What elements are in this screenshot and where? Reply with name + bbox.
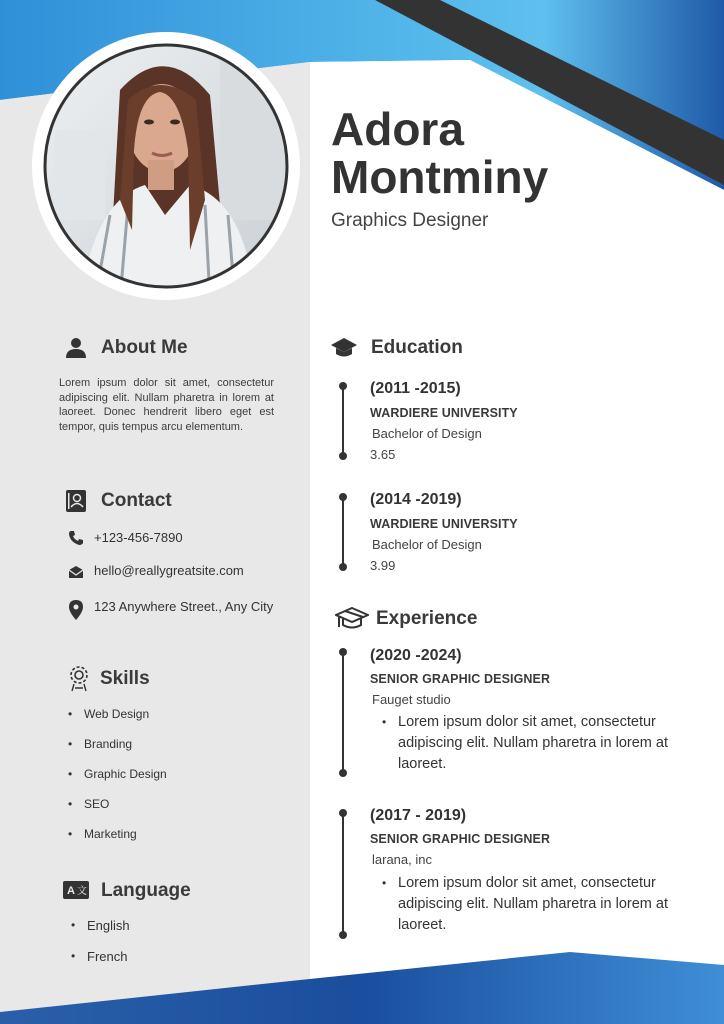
list-item: • Graphic Design <box>84 767 167 781</box>
svg-text:文: 文 <box>77 886 87 897</box>
skills-title: Skills <box>100 668 150 689</box>
address-text: 123 Anywhere Street., Any City <box>94 599 274 614</box>
timeline-dot <box>339 452 347 460</box>
timeline-dot <box>339 563 347 571</box>
edu-years: (2011 -2015) <box>370 380 461 397</box>
list-item: • English <box>87 918 130 933</box>
skills-list <box>84 707 167 841</box>
edu-degree: Bachelor of Design <box>372 426 482 441</box>
education-title: Education <box>371 337 463 358</box>
exp-years: (2017 - 2019) <box>370 807 467 824</box>
about-text: Lorem ipsum dolor sit amet, consectetur adipiscing elit. Nullam pharetra in lorem at laoreet. Donec hendrerit libero eget est tempor, quis tempus arcu elementum. <box>59 377 274 433</box>
list-item: • Branding <box>84 737 167 751</box>
mortarboard-icon <box>335 607 369 636</box>
person-icon <box>65 337 87 364</box>
language-list <box>87 918 130 964</box>
gear-icon <box>66 664 92 697</box>
job-title: Graphics Designer <box>331 210 489 231</box>
timeline-line <box>342 813 344 933</box>
timeline-line <box>342 386 344 456</box>
contact-card-icon <box>65 489 87 518</box>
edu-gpa: 3.65 <box>370 447 396 462</box>
edu-school: WARDIERE UNIVERSITY <box>370 406 518 420</box>
edu-gpa: 3.99 <box>370 558 396 573</box>
list-item: • SEO <box>84 797 167 811</box>
exp-years: (2020 -2024) <box>370 647 462 664</box>
edu-years: (2014 -2019) <box>370 491 462 508</box>
graduation-cap-icon <box>330 337 358 364</box>
list-item: • Marketing <box>84 827 167 841</box>
email-icon <box>68 565 84 584</box>
about-title: About Me <box>101 337 188 358</box>
exp-description-list <box>398 873 678 936</box>
timeline-dot <box>339 769 347 777</box>
edu-degree: Bachelor of Design <box>372 537 482 552</box>
list-item: • Web Design <box>84 707 167 721</box>
location-pin-icon <box>69 600 83 625</box>
exp-company: larana, inc <box>372 852 432 867</box>
exp-description: • Lorem ipsum dolor sit amet, consectetur adipiscing elit. Nullam pharetra in lorem at laoreet. <box>398 712 678 775</box>
timeline-line <box>342 652 344 772</box>
email-text: hello@reallygreatsite.com <box>94 563 244 578</box>
last-name: Montminy <box>331 151 549 203</box>
language-title: Language <box>101 880 191 901</box>
exp-role: SENIOR GRAPHIC DESIGNER <box>370 832 551 846</box>
name-block <box>331 105 548 201</box>
list-item: • French <box>87 949 130 964</box>
experience-title: Experience <box>376 608 478 629</box>
contact-title: Contact <box>101 490 172 511</box>
translate-icon <box>63 881 89 906</box>
exp-description: • Lorem ipsum dolor sit amet, consectetur adipiscing elit. Nullam pharetra in lorem at laoreet. <box>398 873 678 936</box>
edu-school: WARDIERE UNIVERSITY <box>370 517 518 531</box>
first-name: Adora <box>331 103 464 155</box>
timeline-dot <box>339 931 347 939</box>
timeline-line <box>342 497 344 567</box>
exp-description-list <box>398 712 678 775</box>
exp-company: Fauget studio <box>372 692 451 707</box>
svg-text:A: A <box>67 885 75 897</box>
exp-role: SENIOR GRAPHIC DESIGNER <box>370 672 551 686</box>
phone-icon <box>68 530 84 551</box>
phone-text: +123-456-7890 <box>94 530 183 545</box>
